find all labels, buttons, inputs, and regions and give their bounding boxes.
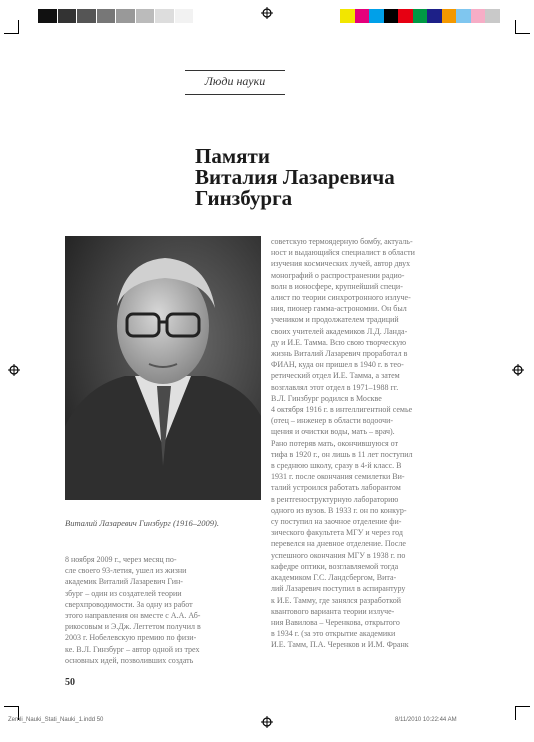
body-text-line: су поступил на заочное отделение фи- xyxy=(271,517,402,527)
body-text-line: 4 октября 1916 г. в интеллигентной семье xyxy=(271,405,413,415)
body-text-line: алист по теории синхротронного излуче- xyxy=(271,293,411,303)
color-swatch xyxy=(355,9,370,23)
crop-mark xyxy=(4,33,18,34)
body-text-line: одного из вузов. В 1933 г. он по конкур- xyxy=(271,505,407,515)
body-text-line: своих учителей академиков Л.Д. Ланда- xyxy=(271,326,408,336)
crop-mark xyxy=(18,20,19,34)
body-text-line: кафедре оптики, возглавляемой тогда xyxy=(271,561,399,571)
body-text-line: 8 ноября 2009 г., через месяц по- xyxy=(65,555,177,564)
body-text-line: талий устроился работать лаборантом xyxy=(271,483,401,493)
body-text-line: (отец – инженер в области водоочи- xyxy=(271,416,394,426)
color-swatch xyxy=(369,9,384,23)
title-line: Памяти xyxy=(195,144,270,168)
body-text-line: И.Е. Тамм, П.А. Черенков и И.М. Франк xyxy=(271,640,409,650)
gray-swatch xyxy=(58,9,78,23)
gray-swatch xyxy=(116,9,136,23)
title-line: Гинзбурга xyxy=(195,186,293,210)
color-swatch xyxy=(456,9,471,23)
color-swatch xyxy=(427,9,442,23)
print-timestamp: 8/11/2010 10:22:44 AM xyxy=(395,717,457,723)
body-text-line: сле своего 93-летия, ушел из жизни xyxy=(65,566,187,576)
body-text-line: монографий о распространении радио- xyxy=(271,270,405,280)
body-text-line: учеником и продолжателем традиций xyxy=(271,315,399,325)
body-text-line: 1931 г. после окончания семилетки Ви- xyxy=(271,472,405,482)
color-swatch xyxy=(471,9,486,23)
body-text-line: ФИАН, куда он пришел в 1940 г. в тео- xyxy=(271,360,404,370)
color-swatch xyxy=(340,9,355,23)
color-calibration-bar xyxy=(340,9,500,23)
body-text-line: изучения космических лучей, автор двух xyxy=(271,259,411,269)
crop-mark xyxy=(516,33,530,34)
color-swatch xyxy=(485,9,500,23)
body-text-line: ност и выдающийся специалист в области xyxy=(271,248,415,258)
body-text-line: перевелся на дневное отделение. После xyxy=(271,539,406,549)
body-text-line: квантового варианта теории излуче- xyxy=(271,606,395,616)
gray-swatch xyxy=(38,9,58,23)
body-text-left-column xyxy=(65,554,265,666)
registration-target-icon xyxy=(261,716,273,728)
body-text-line: успешного окончания МГУ в 1938 г. по xyxy=(271,550,406,560)
body-text-line: жизнь Виталий Лазаревич проработал в xyxy=(271,349,408,359)
registration-target-icon xyxy=(261,7,273,19)
section-label: Люди науки xyxy=(204,74,266,88)
body-text-line: этого направления он вместе с А.А. Аб- xyxy=(65,611,201,621)
body-text-line: Рано потеряв мать, окончившуюся от xyxy=(271,438,399,448)
body-text-line: В.Л. Гинзбург родился в Москве xyxy=(271,393,382,403)
body-text-line: советскую термоядерную бомбу, актуаль- xyxy=(271,237,413,246)
crop-mark xyxy=(515,706,516,720)
page-number: 50 xyxy=(65,677,75,688)
body-text-line: возглавлял этот отдел в 1971–1988 гг. xyxy=(271,382,399,392)
photo-caption: Виталий Лазаревич Гинзбург (1916–2009). xyxy=(65,518,219,528)
color-swatch xyxy=(442,9,457,23)
crop-mark xyxy=(4,706,18,707)
gray-swatch xyxy=(77,9,97,23)
file-slug: Zemli_Nauki_Stati_Nauki_1.indd 50 xyxy=(8,717,104,723)
body-text-right-column xyxy=(271,236,471,651)
registration-target-icon xyxy=(8,364,20,376)
body-text-line: сверхпроводимости. За одну из работ xyxy=(65,599,193,609)
grayscale-calibration-bar xyxy=(38,9,194,23)
body-text-line: зического факультета МГУ и через год xyxy=(271,528,403,538)
crop-mark xyxy=(515,20,516,34)
body-text-line: рикосовым и Э.Дж. Леггетом получил в xyxy=(65,622,201,632)
gray-swatch xyxy=(136,9,156,23)
body-text-line: ния, пионер гамма-астрономии. Он был xyxy=(271,304,407,314)
body-text-line: в рентгеноструктурную лабораторию xyxy=(271,494,399,504)
body-text-line: ке. В.Л. Гинзбург – автор одной из трех xyxy=(65,644,200,654)
color-swatch xyxy=(413,9,428,23)
article-title xyxy=(195,146,395,209)
registration-target-icon xyxy=(512,364,524,376)
body-text-line: ду и И.Е. Тамма. Всю свою творческую xyxy=(271,337,407,347)
crop-mark xyxy=(516,706,530,707)
gray-swatch xyxy=(175,9,195,23)
body-text-line: 2003 г. Нобелевскую премию по физи- xyxy=(65,633,197,643)
body-text-line: в 1934 г. (за это открытие академики xyxy=(271,629,396,639)
body-text-line: академик Виталий Лазаревич Гин- xyxy=(65,577,183,587)
body-text-line: тифа в 1920 г., он лишь в 11 лет поступил xyxy=(271,449,413,459)
body-text-line: щения и очистки воды, мать – врач). xyxy=(271,427,395,437)
gray-swatch xyxy=(97,9,117,23)
body-text-line: основных идей, позволивших создать xyxy=(65,655,194,665)
title-line: Виталия Лазаревича xyxy=(195,165,395,189)
body-text-line: в среднюю школу, сразу в 4-й класс. В xyxy=(271,461,402,471)
color-swatch xyxy=(384,9,399,23)
portrait-photo xyxy=(65,236,261,500)
body-text-line: ния Вавилова – Черенкова, открытого xyxy=(271,617,400,627)
body-text-line: академиком Г.С. Ландсбергом, Вита- xyxy=(271,573,397,583)
color-swatch xyxy=(398,9,413,23)
body-text-line: ретический отдел И.Е. Тамма, а затем xyxy=(271,371,400,381)
gray-swatch xyxy=(155,9,175,23)
body-text-line: збург – один из создателей теории xyxy=(65,588,182,598)
body-text-line: волн в ионосфере, крупнейший специ- xyxy=(271,281,403,291)
body-text-line: к И.Е. Тамму, где занялся разработкой xyxy=(271,595,401,605)
body-text-line: лий Лазаревич поступил в аспирантуру xyxy=(271,584,406,594)
